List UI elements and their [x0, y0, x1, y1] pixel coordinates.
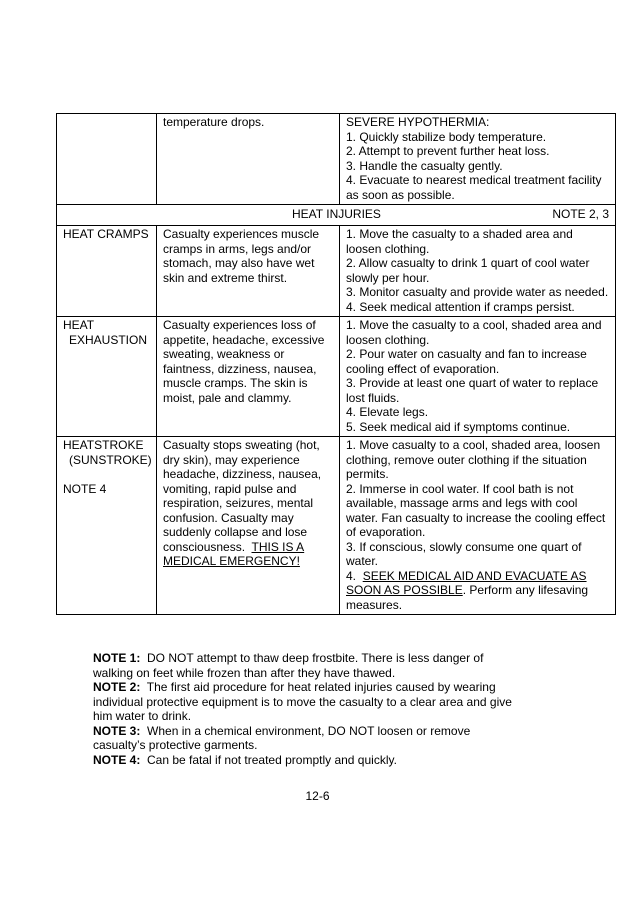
note-paragraph: [93, 724, 523, 753]
treatment-item: 3. Provide at least one quart of water to replace lost fluids.: [346, 376, 599, 405]
page-number: 12-6: [305, 789, 330, 803]
treatment-item: 4. Elevate legs.: [346, 405, 429, 419]
note-label: NOTE 3:: [93, 723, 141, 738]
treatment-item-rest: . Perform any lifesaving measures.: [346, 583, 589, 612]
treatment-item: 1. Move the casualty to a cool, shaded area and loosen clothing.: [346, 318, 602, 347]
note-paragraph: [93, 651, 523, 680]
symptoms-cell: [157, 226, 340, 317]
emergency-warning: THIS IS A MEDICAL EMERGENCY!: [163, 539, 305, 568]
treatment-cell: [340, 226, 616, 317]
note-text: DO NOT attempt to thaw deep frostbite. There is less danger of walking on feet while frozen than after they have thawed.: [93, 651, 484, 680]
table-row: [57, 317, 616, 437]
table-row: [57, 114, 616, 205]
symptoms-text: Casualty experiences loss of appetite, headache, excessive sweating, weakness or faintness, dizziness, nausea, muscle cramps. The skin is moist, pale and clammy.: [163, 318, 325, 405]
treatment-item: 1. Move the casualty to a shaded area and loosen clothing.: [346, 227, 573, 256]
treatment-item-number: 4.: [346, 568, 357, 583]
section-header-cell: [57, 205, 616, 226]
condition-name-continued: (SUNSTROKE): [69, 452, 152, 467]
section-title: HEAT INJURIES: [292, 207, 381, 221]
treatment-item: 2. Pour water on casualty and fan to increase cooling effect of evaporation.: [346, 347, 587, 376]
condition-cell: [57, 226, 157, 317]
note-label: NOTE 4:: [93, 752, 141, 767]
treatment-cell: [340, 114, 616, 205]
section-note: NOTE 2, 3: [552, 207, 609, 221]
treatment-item: 1. Move casualty to a cool, shaded area, loosen clothing, remove outer clothing if the situation permits.: [346, 438, 601, 481]
treatment-item-last: [346, 569, 610, 613]
condition-note: NOTE 4: [63, 481, 107, 496]
treatment-cell: [340, 437, 616, 615]
treatment-title: SEVERE HYPOTHERMIA:: [346, 115, 490, 129]
treatment-item: 5. Seek medical aid if symptoms continue.: [346, 419, 571, 434]
note-paragraph: [93, 753, 523, 768]
symptoms-cell: [157, 437, 340, 615]
section-header-row: [57, 205, 616, 226]
treatment-item: 3. Handle the casualty gently.: [346, 158, 503, 173]
treatment-item: 2. Attempt to prevent further heat loss.: [346, 144, 550, 158]
note-label: NOTE 1:: [93, 651, 141, 665]
symptoms-text: Casualty experiences muscle cramps in arms, legs and/or stomach, may also have wet skin and extreme thirst.: [163, 227, 320, 285]
treatment-item: 3. Monitor casualty and provide water as needed.: [346, 285, 609, 299]
first-aid-table: [56, 113, 616, 615]
condition-cell: [57, 437, 157, 615]
treatment-item: 2. Allow casualty to drink 1 quart of cool water slowly per hour.: [346, 256, 590, 285]
note-text: The first aid procedure for heat related injuries caused by wearing individual protective equipment is to move the casualty to a clear area and give him water to drink.: [93, 680, 512, 723]
table-row: [57, 437, 616, 615]
symptoms-cell: [157, 114, 340, 205]
treatment-cell: [340, 317, 616, 437]
table-row: [57, 226, 616, 317]
treatment-item: 2. Immerse in cool water. If cool bath is not available, massage arms and legs with cool water. Fan casualty to increase the cooling effect of evaporation.: [346, 481, 606, 539]
condition-name: HEATSTROKE: [63, 438, 144, 452]
note-text: Can be fatal if not treated promptly and quickly.: [147, 752, 397, 767]
symptoms-text: temperature drops.: [163, 115, 265, 129]
condition-cell: [57, 114, 157, 205]
evacuate-warning: SEEK MEDICAL AID AND EVACUATE AS SOON AS POSSIBLE: [346, 568, 587, 597]
note-label: NOTE 2:: [93, 680, 141, 694]
note-text: When in a chemical environment, DO NOT loosen or remove casualty’s protective garments.: [93, 723, 471, 752]
notes-section: [93, 651, 523, 767]
treatment-item: 4. Evacuate to nearest medical treatment facility as soon as possible.: [346, 173, 602, 202]
treatment-item: 1. Quickly stabilize body temperature.: [346, 129, 547, 144]
condition-name-continued: EXHAUSTION: [69, 332, 148, 347]
symptoms-text: Casualty stops sweating (hot, dry skin), may experience headache, dizziness, nausea, vomiting, rapid pulse and respiration, seizures, mental confusion. Casualty may suddenly collapse and lose consciousness.: [163, 438, 322, 554]
note-paragraph: [93, 680, 523, 724]
symptoms-cell: [157, 317, 340, 437]
condition-name: HEAT CRAMPS: [63, 227, 149, 241]
treatment-item: 3. If conscious, slowly consume one quart of water.: [346, 539, 582, 568]
condition-name: HEAT: [63, 318, 95, 332]
condition-cell: [57, 317, 157, 437]
treatment-item: 4. Seek medical attention if cramps persist.: [346, 299, 575, 314]
